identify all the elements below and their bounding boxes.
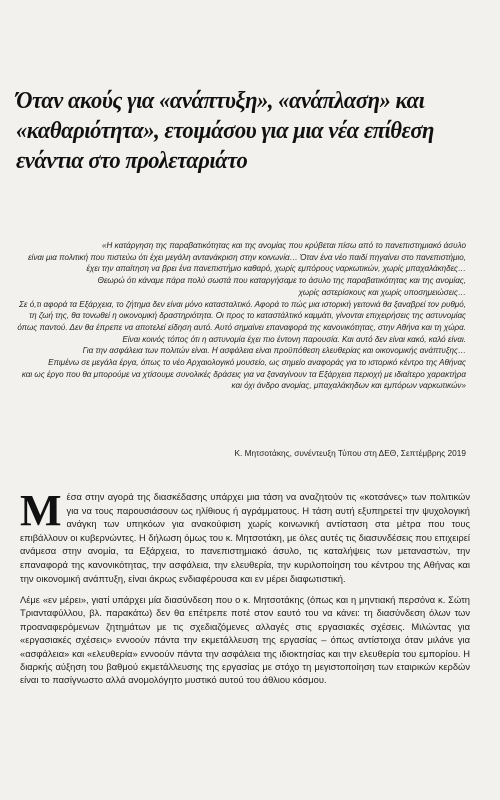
quote-line: όπως παντού. Δεν θα έπρεπε να αποτελεί είδηση αυτό. Αυτό σημαίνει επαναφορά της κανονικότητας, στην Αθήνα και τη χώρα. — [17, 322, 466, 332]
quote-line: και όχι άνδρο ανομίας, μπαχαλάκηδων και εμπόρων ναρκωτικών» — [231, 381, 466, 391]
quote-line: χωρίς αστερίσκους και χωρίς υποσημειώσεις… — [298, 287, 466, 297]
quote-line: είναι μια πολιτική που πιστεύω ότι έχει μεγάλη αντανάκριση στην κοινωνία… Όταν ένα νέο παιδί πηγαίνει στο πανεπιστήμιο, — [27, 252, 466, 262]
body-paragraph-1 — [20, 486, 470, 586]
body-paragraph-2 — [20, 594, 470, 688]
article-title: Όταν ακούς για «ανάπτυξη», «ανάπλαση» και «καθαριότητα», ετοιμάσου για μια νέα επίθεση ενάντια στο προλεταριάτο — [16, 87, 434, 175]
quote-line: Επιμένω σε μεγάλα έργα, όπως το νέο Αρχαιολογικό μουσείο, ως σημείο αναφοράς για το ιστορικό κέντρο της Αθήνας — [48, 358, 466, 368]
quote-line: τη ζωή της, θα τονωθεί η οικονομική δραστηριότητα. Οι προς το καταστάλτικό καμμάτι, γίνονται επιχειρήσεις της αστυνομίας — [29, 311, 466, 321]
quote-line: Θεωρώ ότι κάναμε πάρα πολύ σωστά που καταργήσαμε το άσυλο της παραβατικότητας και της ανομίας, — [97, 276, 466, 286]
quote-line: Είναι κοινός τόπος ότι η αστυνομία έχει πιο έντονη παρουσία. Και αυτό δεν είναι κακό, καλό είναι. — [122, 334, 466, 344]
paragraph-text: Λέμε «εν μέρει», γιατί υπάρχει μία διασύνδεση που ο κ. Μητσοτάκης (όπως και η μηντιακή περσόνα κ. Σώτη Τριανταφύλλου, βλ. παρακάτω) δεν θα επέτρεπε ποτέ στον εαυτό του να κάνει: τη διασύνδεση όλων των προαναφερόμενων ζητημάτων με τις σχεδιαζόμενες αλλαγές στις εργασιακές σχέσεις. Μιλώντας για «εργασιακές σχέσεις» εννοούν πάντα την εκμετάλλευση της εργασίας – όπως αντίστοιχα όταν μιλάνε για «ασφάλεια» και «ελευθερία» εννοούν πάντα την ασφάλεια της ιδιοκτησίας και την ελευθερία του εμπορίου. Η διαρκής αύξηση του βαθμού εκμετάλλευσης της εργασίας με στόχο τη μεγιστοποίηση των εταιρικών κερδών είναι το πασίγνωστο αλλά ανομολόγητο μυστικό αυτού του άθλιου κόσμου. — [20, 595, 470, 686]
quote-line: Σε ό,τι αφορά τα Εξάρχεια, το ζήτημα δεν είναι μόνο κατασταλτικό. Αφορά το πώς μια ιστορική γειτονιά θα ξαναβρεί τον ρυθμό, — [19, 299, 466, 309]
quote-line: και ως έργο που θα μπορούμε να χτίσουμε συνολικές δράσεις για να ξαναγίνουν τα Εξάρχεια περιοχή με ιδιαίτερο χαρακτήρα — [21, 369, 466, 379]
quote-attribution: Κ. Μητσοτάκης, συνέντευξη Τύπου στη ΔΕΘ, Σεπτέμβρης 2019 — [234, 448, 466, 458]
quote-line: Για την ασφάλεια των πολιτών είναι. Η ασφάλεια είναι προϋπόθεση ελευθερίας και οικονομικής ανάπτυξης… — [82, 346, 466, 356]
drop-cap: Μ — [20, 486, 62, 535]
paragraph-text: έσα στην αγορά της διασκέδασης υπάρχει μια τάση να αναζητούν τις «κοτσάνες» των πολιτικών για να τους παρουσιάσουν ως ηλίθιους ή αγράμματους. Η τάση αυτή εξυπηρετεί την ψυχολογική ανάγκη των υπηκόων για ανακούφιση χωρίς κοινωνική αντίσταση στα μέτρα που τους επιβάλλουν οι κυβερνώντες. Η δήλωση όμως του κ. Μητσοτάκη, με όλες αυτές τις διασυνδέσεις που επιχειρεί ανάμεσα στην ανομία, τα Εξάρχεια, το πανεπιστημιακό άσυλο, τις καταλήψεις των μεταναστών, την επαναφορά της κανονικότητας, την ασφάλεια, την ελευθερία, την κυριλοποίηση του κέντρου της Αθήνας και την οικονομική ανάπτυξη, είναι άκρως ενδιαφέρουσα και εν μέρει διαφωτιστική. — [20, 492, 470, 584]
quote-line: έχει την απαίτηση να βρει ένα πανεπιστήμιο καθαρό, χωρίς εμπόρους ναρκωτικών, χωρίς μπαχαλάκηδες… — [86, 264, 466, 274]
quote-line: «Η κατάργηση της παραβατικότητας και της ανομίας που κρύβεται πίσω από το πανεπιστημιακό άσυλο — [102, 241, 466, 250]
epigraph-quote — [14, 240, 466, 392]
